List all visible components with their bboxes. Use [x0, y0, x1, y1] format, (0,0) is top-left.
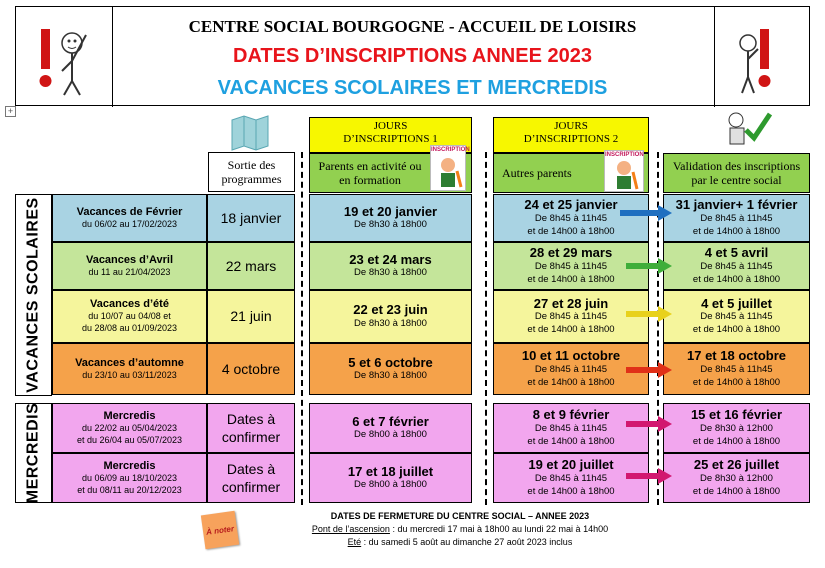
closure-summer [245, 536, 675, 549]
row-autumn-validation [663, 343, 810, 395]
row-dates: et du 08/11 au 20/12/2023 [77, 484, 182, 495]
validation-hours-morning: De 8h45 à 11h45 [700, 260, 773, 272]
ins2-hours-afternoon: et de 14h00 à 18h00 [527, 324, 615, 336]
validation-hours-afternoon: et de 14h00 à 18h00 [692, 225, 781, 237]
row-feb-ins1 [309, 194, 472, 242]
row-autumn-period [52, 343, 207, 395]
ins1-date: 23 et 24 mars [349, 251, 432, 267]
row-feb-period [52, 194, 207, 242]
row-apr-ins1 [309, 242, 472, 290]
section-mercredis-text: MERCREDIS [24, 402, 42, 504]
closure-title: DATES DE FERMETURE DU CENTRE SOCIAL – ANNEE 2023 [330, 511, 590, 521]
a-noter-sticker [201, 511, 239, 549]
row-dates: du 22/02 au 05/04/2023 [81, 422, 178, 433]
header-title-1: CENTRE SOCIAL BOURGOGNE - ACCUEIL DE LOISIRS [188, 17, 637, 36]
row-name: Vacances de Février [76, 205, 183, 218]
row-wed1-validation [663, 403, 810, 453]
section-vacances-label [15, 194, 52, 396]
validation-header: Validation des inscriptions par le centre social [663, 153, 810, 193]
ins1-date: 19 et 20 janvier [343, 203, 438, 219]
autres-parents-label: Autres parents [502, 165, 572, 180]
inscription-mascot-2-icon [604, 150, 644, 192]
row-apr-period [52, 242, 207, 290]
row-autumn-sortie [207, 343, 295, 395]
row-wed1-sortie [207, 403, 295, 453]
validation-date: 17 et 18 octobre [687, 348, 786, 364]
ins2-hours-morning: De 8h45 à 11h45 [534, 311, 608, 323]
sortie-date: 22 mars [225, 257, 277, 274]
row-dates: du 10/07 au 04/08 et [88, 311, 171, 322]
ins2-hours-afternoon: et de 14h00 à 18h00 [527, 435, 615, 447]
row-feb-validation [663, 194, 810, 242]
arrow-right-icon [626, 416, 672, 432]
validation-hours-afternoon: et de 14h00 à 18h00 [692, 324, 781, 336]
validation-date: 4 et 5 juillet [701, 295, 772, 311]
row-dates: et du 26/04 au 05/07/2023 [76, 434, 183, 445]
validation-date: 25 et 26 juillet [693, 457, 780, 473]
validation-hours-afternoon: et de 14h00 à 18h00 [692, 273, 781, 285]
ete-label: Eté [347, 537, 362, 548]
ins1-hours: De 8h30 à 18h00 [354, 317, 427, 329]
jours-1-label: JOURS D’INSCRIPTIONS 1 [343, 120, 438, 146]
row-apr-validation [663, 242, 810, 290]
row-wed2-period [52, 453, 207, 503]
arrow-right-icon [626, 468, 672, 484]
row-dates: du 06/02 au 17/02/2023 [81, 218, 178, 229]
ascension-label: Pont de l’ascension [311, 524, 390, 535]
header-box [15, 6, 810, 106]
sortie-date: 4 octobre [221, 360, 281, 377]
sortie-date: Dates à confirmer [221, 460, 281, 495]
ins2-hours-afternoon: et de 14h00 à 18h00 [527, 273, 615, 285]
ins2-hours-morning: De 8h45 à 11h45 [534, 363, 608, 375]
ins1-hours: De 8h00 à 18h00 [354, 429, 427, 441]
ins1-hours: De 8h30 à 18h00 [354, 219, 427, 231]
row-summer-ins1 [309, 290, 472, 343]
ins1-hours: De 8h30 à 18h00 [354, 267, 427, 279]
row-summer-sortie [207, 290, 295, 343]
validation-hours-morning: De 8h30 à 12h00 [700, 472, 773, 484]
row-summer-validation [663, 290, 810, 343]
row-name: Vacances d’Avril [85, 253, 174, 266]
closure-ascension [245, 523, 675, 536]
row-name: Mercredis [103, 409, 156, 422]
row-dates: du 06/09 au 18/10/2023 [81, 472, 178, 483]
ins1-hours: De 8h30 à 18h00 [354, 370, 427, 382]
row-wed2-sortie [207, 453, 295, 503]
dashed-divider-2 [485, 152, 487, 505]
arrow-right-icon [626, 306, 672, 322]
section-mercredis-label [15, 403, 52, 503]
ins1-date: 5 et 6 octobre [348, 354, 433, 370]
ins1-date: 17 et 18 juillet [347, 463, 434, 479]
row-dates: du 28/08 au 01/09/2023 [81, 323, 178, 334]
ins2-hours-morning: De 8h45 à 11h45 [534, 472, 608, 484]
ins2-date: 10 et 11 octobre [521, 348, 621, 364]
validation-hours-afternoon: et de 14h00 à 18h00 [692, 485, 781, 497]
validation-hours-morning: De 8h45 à 11h45 [700, 212, 773, 224]
sortie-date: 18 janvier [220, 209, 282, 226]
row-dates: du 23/10 au 03/11/2023 [82, 369, 177, 380]
row-name: Mercredis [103, 459, 156, 472]
validation-check-icon [722, 108, 774, 148]
ins1-date: 6 et 7 février [352, 413, 429, 429]
ins2-date: 24 et 25 janvier [524, 197, 618, 213]
arrow-right-icon [626, 258, 672, 274]
closure-info [245, 510, 675, 549]
ins2-hours-afternoon: et de 14h00 à 18h00 [527, 485, 615, 497]
header-title-2: DATES D’INSCRIPTIONS ANNEE 2023 [233, 45, 592, 67]
parents-activite-label: Parents en activité ou en formation [318, 158, 422, 187]
row-autumn-ins1 [309, 343, 472, 395]
row-dates: du 11 au 21/04/2023 [88, 266, 171, 277]
ete-text: : du samedi 5 août au dimanche 27 août 2023 inclus [361, 537, 573, 548]
arrow-right-icon [620, 205, 672, 221]
jours-2-label: JOURS D’INSCRIPTIONS 2 [523, 120, 619, 146]
ins2-date: 19 et 20 juillet [528, 457, 614, 473]
row-name: Vacances d’été [90, 298, 169, 311]
jours-inscriptions-2-header [493, 117, 649, 153]
arrow-right-icon [626, 362, 672, 378]
sortie-date: Dates à confirmer [221, 410, 281, 445]
ins2-date: 8 et 9 février [532, 407, 610, 423]
ins1-date: 22 et 23 juin [353, 302, 428, 318]
ins2-hours-afternoon: et de 14h00 à 18h00 [527, 376, 615, 388]
row-wed2-validation [663, 453, 810, 503]
validation-hours-morning: De 8h45 à 11h45 [700, 311, 773, 323]
validation-hours-morning: De 8h45 à 11h45 [700, 363, 773, 375]
validation-date: 31 janvier+ 1 février [675, 197, 798, 213]
inscription-badge-1: INSCRIPTION [431, 147, 470, 153]
a-noter-text: À noter [205, 523, 235, 537]
ins2-hours-morning: De 8h45 à 11h45 [534, 422, 608, 434]
sortie-date: 21 juin [230, 308, 272, 325]
ins2-hours-morning: De 8h45 à 11h45 [534, 212, 608, 224]
ins2-date: 27 et 28 juin [533, 295, 609, 311]
row-wed2-ins1 [309, 453, 472, 503]
dashed-divider-1 [301, 152, 303, 505]
inscription-mascot-1-icon [430, 145, 470, 191]
row-apr-sortie [207, 242, 295, 290]
attention-mascot-left-icon [38, 21, 98, 97]
ins2-hours-afternoon: et de 14h00 à 18h00 [527, 225, 615, 237]
validation-hours-afternoon: et de 14h00 à 18h00 [692, 376, 781, 388]
validation-date: 15 et 16 février [690, 407, 783, 423]
validation-date: 4 et 5 avril [704, 245, 769, 261]
row-wed1-period [52, 403, 207, 453]
validation-hours-afternoon: et de 14h00 à 18h00 [692, 435, 781, 447]
ins2-hours-morning: De 8h45 à 11h45 [534, 260, 608, 272]
header-title-3: VACANCES SCOLAIRES ET MERCREDIS [217, 77, 608, 99]
row-name: Vacances d’automne [75, 356, 184, 369]
row-wed1-ins1 [309, 403, 472, 453]
ascension-text: : du mercredi 17 mai à 18h00 au lundi 22 mai à 14h00 [389, 524, 609, 535]
move-handle-icon[interactable]: + [5, 106, 16, 117]
map-brochure-icon [228, 112, 272, 152]
row-summer-period [52, 290, 207, 343]
validation-hours-morning: De 8h30 à 12h00 [700, 422, 773, 434]
row-feb-sortie [207, 194, 295, 242]
section-vacances-text: VACANCES SCOLAIRES [24, 197, 42, 393]
inscription-badge-2: INSCRIPTION [605, 152, 644, 158]
ins2-date: 28 et 29 mars [529, 245, 613, 261]
ins1-hours: De 8h00 à 18h00 [354, 479, 427, 491]
sortie-header: Sortie des programmes [208, 152, 295, 192]
attention-mascot-right-icon [734, 21, 794, 97]
